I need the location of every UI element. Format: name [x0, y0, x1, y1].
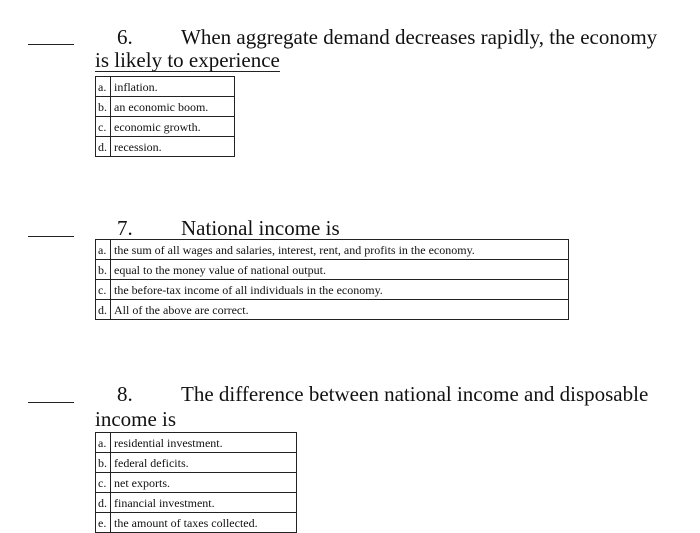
- choice-row[interactable]: [96, 453, 297, 473]
- choice-row[interactable]: [96, 77, 235, 97]
- choice-row[interactable]: [96, 493, 297, 513]
- choice-letter: d.: [96, 137, 111, 157]
- question-text: The difference between national income and disposable: [181, 382, 649, 406]
- choice-letter: a.: [96, 240, 111, 260]
- choice-text: inflation.: [111, 77, 235, 97]
- choice-row[interactable]: [96, 260, 569, 280]
- choice-row[interactable]: [96, 300, 569, 320]
- choice-text: the before-tax income of all individuals in the economy.: [111, 280, 569, 300]
- choice-row[interactable]: [96, 513, 297, 533]
- question-text-continued: is likely to experience: [95, 48, 280, 72]
- choice-text: federal deficits.: [111, 453, 297, 473]
- question-text: When aggregate demand decreases rapidly, the economy: [181, 25, 658, 49]
- choice-letter: a.: [96, 433, 111, 453]
- choice-row[interactable]: [96, 137, 235, 157]
- choice-text: equal to the money value of national output.: [111, 260, 569, 280]
- choice-letter: c.: [96, 117, 111, 137]
- choice-text: economic growth.: [111, 117, 235, 137]
- choices-table: [95, 76, 235, 157]
- choice-text: residential investment.: [111, 433, 297, 453]
- choice-text: financial investment.: [111, 493, 297, 513]
- choice-text: All of the above are correct.: [111, 300, 569, 320]
- question-number: 7.: [117, 216, 133, 240]
- choice-text: net exports.: [111, 473, 297, 493]
- choice-row[interactable]: [96, 240, 569, 260]
- answer-blank[interactable]: [28, 236, 74, 237]
- choice-row[interactable]: [96, 97, 235, 117]
- choice-row[interactable]: [96, 473, 297, 493]
- question-text: National income is: [181, 216, 340, 240]
- question-number: 6.: [117, 25, 133, 49]
- choice-row[interactable]: [96, 117, 235, 137]
- choice-letter: c.: [96, 280, 111, 300]
- choice-row[interactable]: [96, 280, 569, 300]
- choice-text: recession.: [111, 137, 235, 157]
- choice-text: the amount of taxes collected.: [111, 513, 297, 533]
- choice-letter: a.: [96, 77, 111, 97]
- choice-letter: e.: [96, 513, 111, 533]
- answer-blank[interactable]: [28, 44, 74, 45]
- question-number: 8.: [117, 382, 133, 406]
- choice-text: an economic boom.: [111, 97, 235, 117]
- question-text-continued: income is: [95, 407, 177, 431]
- choice-letter: b.: [96, 453, 111, 473]
- choice-letter: b.: [96, 97, 111, 117]
- choice-letter: c.: [96, 473, 111, 493]
- choice-letter: d.: [96, 300, 111, 320]
- choice-row[interactable]: [96, 433, 297, 453]
- choice-letter: d.: [96, 493, 111, 513]
- choices-table: [95, 432, 297, 533]
- answer-blank[interactable]: [28, 402, 74, 403]
- choice-text: the sum of all wages and salaries, interest, rent, and profits in the economy.: [111, 240, 569, 260]
- choices-table: [95, 239, 569, 320]
- choice-letter: b.: [96, 260, 111, 280]
